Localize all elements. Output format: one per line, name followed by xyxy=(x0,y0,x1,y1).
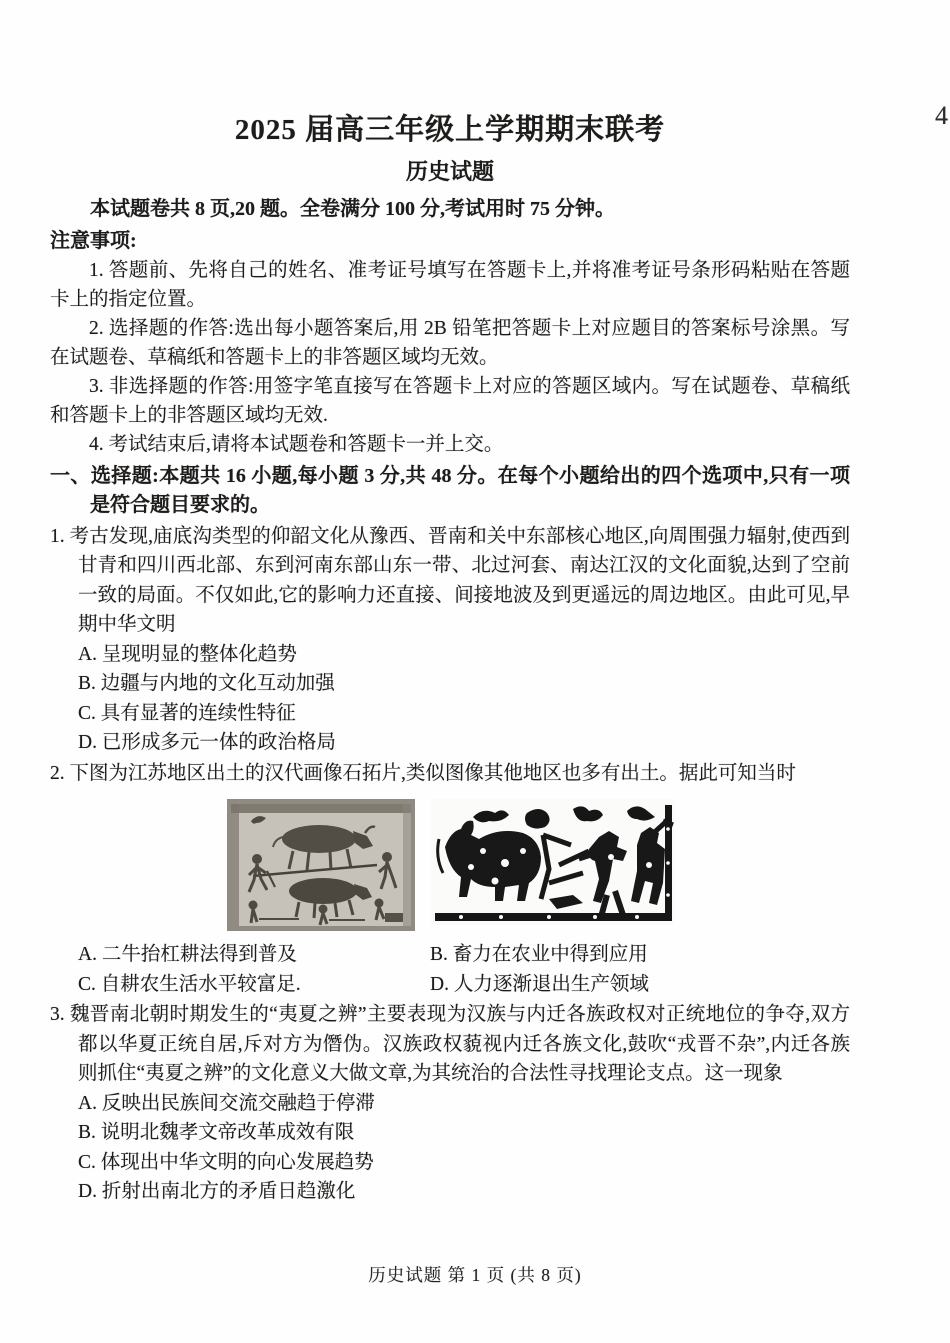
question-2-option-a: A. 二牛抬杠耕法得到普及 xyxy=(78,944,297,966)
notice-item-2: 2. 选择题的作答:选出每小题答案后,用 2B 铅笔把答题卡上对应题目的答案标号涂黑。写在试题卷、草稿纸和答题卡上的非答题区域均无效。 xyxy=(50,317,850,368)
question-2-options xyxy=(50,940,850,999)
question-1-option-c: C. 具有显著的连续性特征 xyxy=(78,702,296,724)
exam-title: 2025 届高三年级上学期期末联考 xyxy=(234,114,666,146)
han-rubbing-oxen-photo-image xyxy=(227,799,415,931)
question-3 xyxy=(50,1000,850,1207)
question-2-number: 2. xyxy=(50,762,65,784)
exam-subtitle: 历史试题 xyxy=(405,158,494,184)
question-3-option-a: A. 反映出民族间交流交融趋于停滞 xyxy=(78,1092,375,1114)
question-3-number: 3. xyxy=(50,1004,65,1026)
question-2-stem: 2. 下图为江苏地区出土的汉代画像石拓片,类似图像其他地区也多有出土。据此可知当时 xyxy=(50,762,796,784)
notice-item-3: 3. 非选择题的作答:用签字笔直接写在答题卡上对应的答题区域内。写在试题卷、草稿纸和答题卡上的非答题区域均无效. xyxy=(50,375,850,426)
exam-info: 本试题卷共 8 页,20 题。全卷满分 100 分,考试用时 75 分钟。 xyxy=(90,197,615,220)
notice-item-4: 4. 考试结束后,请将本试题卷和答题卡一并上交。 xyxy=(89,433,504,455)
question-2-option-c: C. 自耕农生活水平较富足. xyxy=(78,973,301,995)
page-footer: 历史试题 第 1 页 (共 8 页) xyxy=(368,1265,582,1285)
section-heading: 一、选择题:本题共 16 小题,每小题 3 分,共 48 分。在每个小题给出的四个选项中,只有一项是符合题目要求的。 xyxy=(50,464,850,517)
question-3-option-b: B. 说明北魏孝文帝改革成效有限 xyxy=(78,1122,355,1144)
question-1-option-b: B. 边疆与内地的文化互动加强 xyxy=(78,673,335,695)
question-1-option-a: A. 呈现明显的整体化趋势 xyxy=(78,643,297,665)
question-3-option-c: C. 体现出中华文明的向心发展趋势 xyxy=(78,1151,374,1173)
question-2-option-b: B. 畜力在农业中得到应用 xyxy=(430,944,648,966)
notice-item-1: 1. 答题前、先将自己的姓名、准考证号填写在答题卡上,并将准考证号条形码粘贴在答题卡上的指定位置。 xyxy=(50,259,850,310)
corner-page-number: 4 xyxy=(935,101,948,130)
question-2-option-d: D. 人力逐渐退出生产领域 xyxy=(430,973,649,995)
question-3-stem: 3. 魏晋南北朝时期发生的“夷夏之辨”主要表现为汉族与内迁各族政权对正统地位的争夺,双方都以华夏正统自居,斥对方为僭伪。汉族政权藐视内迁各族文化,鼓吹“戎晋不杂”,内迁各族则抓住“夷夏之辨”的文化意义大做文章,为其统治的合法性寻找理论支点。这一现象 xyxy=(50,1004,851,1085)
question-2-figures xyxy=(50,799,850,931)
question-2 xyxy=(50,759,850,1000)
question-3-option-d: D. 折射出南北方的矛盾日趋激化 xyxy=(78,1181,356,1203)
question-1-number: 1. xyxy=(50,525,65,547)
question-1 xyxy=(50,522,850,758)
question-1-stem: 1. 考古发现,庙底沟类型的仰韶文化从豫西、晋南和关中东部核心地区,向周围强力辐射,使西到甘青和四川西北部、东到河南东部山东一带、北过河套、南达江汉的文化面貌,达到了空前一致的局面。不仅如此,它的影响力还直接、间接地波及到更遥远的周边地区。由此可见,早期中华文明 xyxy=(50,525,850,636)
han-rubbing-plough-ink-image xyxy=(431,799,674,925)
notice-heading: 注意事项: xyxy=(50,229,137,252)
question-1-option-d: D. 已形成多元一体的政治格局 xyxy=(78,732,336,754)
